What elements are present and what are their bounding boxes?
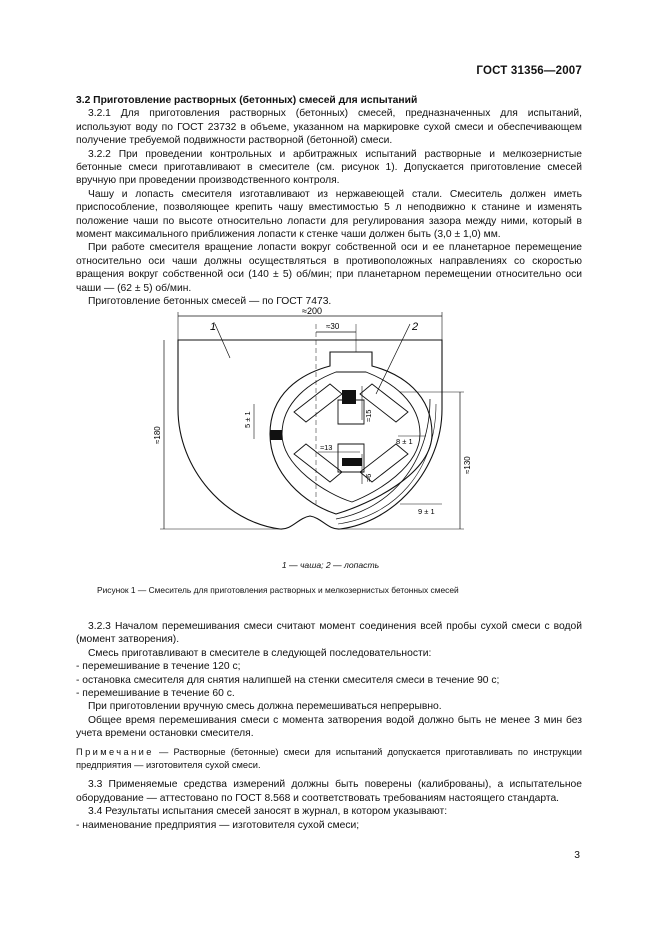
dim-width: ≈200 (302, 306, 322, 316)
note-label: Примечание (76, 746, 154, 757)
paragraph-rotation: При работе смесителя вращение лопасти вокруг собственной оси и ее планетарное перемещение относительно оси чаши должны осуществляться в противоположных направлениях со скоростью вращения вокруг собственной оси (140 ± 5) об/мин; при планетарном перемещении относительно оси чаши — (62 ± 5) об/мин. (76, 242, 582, 294)
section-3-2-3 (76, 620, 582, 832)
list-item: - остановка смесителя для снятия налипшей на стенки смесителя смеси в течение 90 с; (76, 674, 500, 686)
list-item: - перемешивание в течение 60 с. (76, 688, 235, 700)
dim-height-right: ≈130 (463, 456, 472, 474)
figure-caption: Рисунок 1 — Смеситель для приготовления растворных и мелкозернистых бетонных смесей (97, 585, 459, 595)
paragraph-concrete: Приготовление бетонных смесей — по ГОСТ 7473. (88, 296, 332, 308)
standard-header: ГОСТ 31356—2007 (476, 65, 582, 77)
dim-15: ≈15 (364, 409, 373, 422)
paragraph-total-time: Общее время перемешивания смеси с момента затворения водой должно быть не менее 3 мин без учета времени остановки смесителя. (76, 714, 582, 740)
callout-1: 1 (210, 321, 217, 333)
dim-8: 8 ± 1 (396, 437, 413, 446)
note (76, 746, 582, 773)
dim-height-left: ≈180 (153, 426, 162, 444)
dim-13: ≈13 (320, 443, 333, 452)
paddle-tip-center (342, 458, 362, 466)
paragraph-3-2-1: 3.2.1 Для приготовления растворных (бетонных) смесей, предназначенных для испытаний, используют воду по ГОСТ 23732 в объеме, указанном на маркировке сухой смеси и обеспечивающем получение требуемой подвижности растворной (бетонной) смеси. (76, 108, 582, 147)
dim-top: ≈30 (326, 322, 340, 331)
mixer-figure (130, 304, 530, 554)
section-title: 3.2 Приготовление растворных (бетонных) смесей для испытаний (76, 95, 418, 106)
paragraph-bowl: Чашу и лопасть смесителя изготавливают из нержавеющей стали. Смеситель должен иметь приспособление, позволяющее крепить чашу вместимостью 5 л неподвижно к станине и изменять положение чаши по высоте относительно лопасти для регулирования зазора между ними, который в момент максимального приближения лопасти к стенке чаши должен быть (3,0 ± 1,0) мм. (76, 188, 582, 241)
paragraph-3-4: 3.4 Результаты испытания смесей заносят в журнал, в котором указывают: (88, 806, 448, 818)
paragraph-3-2-2: 3.2.2 При проведении контрольных и арбитражных испытаний растворные и мелкозернистые бетонные смеси приготавливают в смесителе (см. рисунок 1). Допускается приготовление смесей вручную при проведении производственного контроля. (76, 148, 582, 187)
list-item: - перемешивание в течение 120 с; (76, 661, 241, 673)
paragraph-3-3: 3.3 Применяемые средства измерений должны быть поверены (калиброваны), а испытательное оборудование — аттестовано по ГОСТ 8.568 и соответствовать требованиям настоящего стандарта. (76, 779, 582, 804)
paddle-tip-top (342, 390, 356, 404)
dim-5: 5 ± 1 (243, 411, 252, 428)
bowl-outline (178, 340, 442, 529)
paragraph-manual: При приготовлении вручную смесь должна перемешиваться непрерывно. (88, 701, 442, 713)
callout-2: 2 (412, 321, 419, 333)
dim-9: 9 ± 1 (418, 507, 435, 516)
paddle-outline (270, 352, 432, 514)
list-item: - наименование предприятия — изготовителя сухой смеси; (76, 819, 360, 831)
section-3-2 (76, 94, 582, 309)
dim-6: ≈6 (364, 473, 373, 482)
paragraph-3-2-3: 3.2.3 Началом перемешивания смеси считают момент соединения всей пробы сухой смеси с водой (момент затворения). (76, 621, 582, 646)
page-number: 3 (574, 850, 580, 861)
paragraph-sequence: Смесь приготавливают в смесителе в следующей последовательности: (88, 647, 432, 659)
figure-legend: 1 — чаша; 2 — лопасть (281, 560, 380, 570)
paddle-tip-left (270, 430, 282, 440)
note-text: — Растворные (бетонные) смеси для испытаний допускается приготавливать по инструкции предприятия — изготовителя сухой смеси. (76, 746, 582, 771)
